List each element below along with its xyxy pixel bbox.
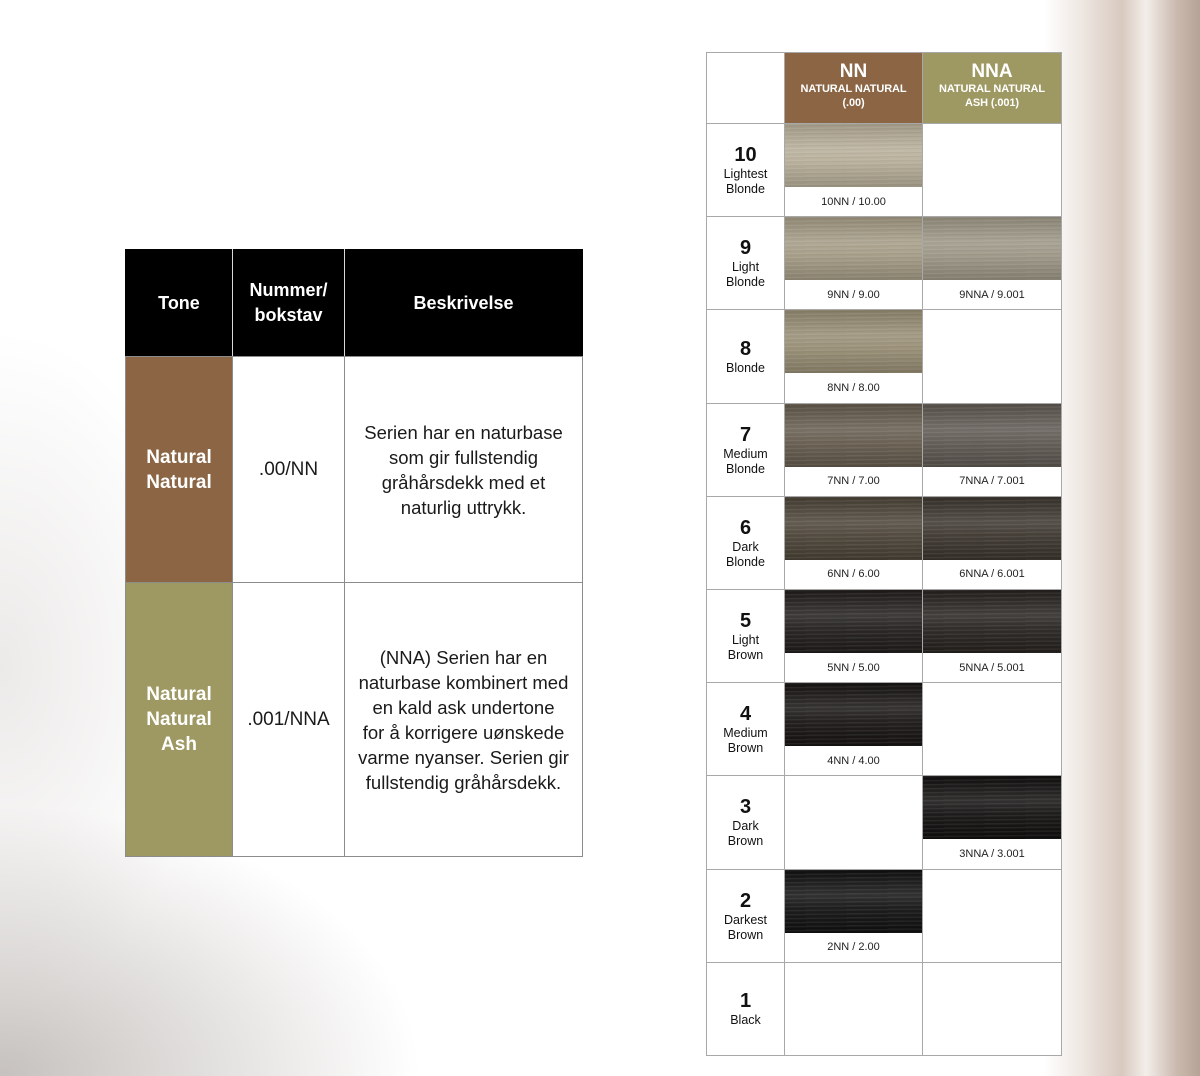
empty-cell-8nna xyxy=(923,310,1061,402)
shade-code-label: 5NN / 5.00 xyxy=(827,661,880,674)
table-row-nn xyxy=(126,357,583,583)
empty-cell-4nna xyxy=(923,683,1061,775)
column-detail: ASH (.001) xyxy=(964,97,1020,109)
chart-corner-cell xyxy=(707,53,784,123)
shade-chart xyxy=(706,52,1062,1056)
shade-code-label: 9NN / 9.00 xyxy=(827,288,880,301)
level-name: Darkest Brown xyxy=(723,912,768,942)
shade-code-label: 2NN / 2.00 xyxy=(827,941,880,954)
shade-cell-6nna xyxy=(923,497,1061,589)
tone-description-table xyxy=(125,249,583,857)
level-number: 7 xyxy=(739,423,752,446)
level-label-5 xyxy=(707,590,784,682)
level-name: Light Brown xyxy=(727,633,764,663)
column-code: NNA xyxy=(971,61,1013,82)
shade-code-label: 7NN / 7.00 xyxy=(827,475,880,488)
level-name: Dark Brown xyxy=(727,819,764,849)
shade-code-label: 10NN / 10.00 xyxy=(821,195,886,208)
column-code: NN xyxy=(839,61,868,82)
level-number: 1 xyxy=(739,990,752,1013)
hair-swatch xyxy=(785,310,922,373)
level-number: 10 xyxy=(734,144,757,167)
hair-swatch xyxy=(785,683,922,746)
shade-code-label: 7NNA / 7.001 xyxy=(959,475,1025,488)
level-label-10 xyxy=(707,124,784,216)
level-number: 5 xyxy=(739,610,752,633)
column-header-nna xyxy=(923,53,1061,123)
level-number: 9 xyxy=(739,237,752,260)
table-header-row xyxy=(126,250,583,357)
header-description: Beskrivelse xyxy=(345,250,583,357)
shade-cell-5nna xyxy=(923,590,1061,682)
column-name: NATURAL NATURAL xyxy=(938,83,1046,95)
shade-cell-2nn xyxy=(785,870,922,962)
level-number: 4 xyxy=(739,703,752,726)
description-nn: Serien har en naturbase som gir fullstendig gråhårsdekk med et naturlig uttrykk. xyxy=(345,357,583,583)
shade-code-label: 3NNA / 3.001 xyxy=(959,847,1025,860)
shade-cell-7nn xyxy=(785,404,922,496)
hair-swatch xyxy=(923,776,1061,839)
empty-cell-1nna xyxy=(923,963,1061,1055)
column-header-nn xyxy=(785,53,922,123)
level-label-2 xyxy=(707,870,784,962)
hair-swatch xyxy=(785,590,922,653)
column-detail: (.00) xyxy=(842,97,865,109)
hair-swatch xyxy=(785,217,922,280)
shade-cell-8nn xyxy=(785,310,922,402)
level-name: Dark Blonde xyxy=(726,539,765,569)
empty-cell-10nna xyxy=(923,124,1061,216)
shade-cell-5nn xyxy=(785,590,922,682)
hair-swatch xyxy=(785,124,922,187)
level-label-6 xyxy=(707,497,784,589)
level-name: Medium Blonde xyxy=(723,446,768,476)
level-number: 6 xyxy=(739,516,752,539)
empty-cell-3nn xyxy=(785,776,922,868)
hair-swatch xyxy=(785,404,922,467)
tone-natural-natural: Natural Natural xyxy=(126,357,233,583)
hair-swatch xyxy=(923,217,1061,280)
hair-swatch xyxy=(785,870,922,933)
level-label-9 xyxy=(707,217,784,309)
shade-code-label: 9NNA / 9.001 xyxy=(959,288,1025,301)
level-label-8 xyxy=(707,310,784,402)
hair-swatch xyxy=(923,590,1061,653)
empty-cell-1nn xyxy=(785,963,922,1055)
header-number: Nummer/ bokstav xyxy=(233,250,345,357)
level-name: Black xyxy=(730,1013,761,1028)
description-nna: (NNA) Serien har en naturbase kombinert med en kald ask undertone for å korrigere uønskede varme nyanser. Serien gir fullstendig gråhårsdekk. xyxy=(345,583,583,857)
shade-cell-3nna xyxy=(923,776,1061,868)
shade-cell-4nn xyxy=(785,683,922,775)
level-label-1 xyxy=(707,963,784,1055)
shade-cell-10nn xyxy=(785,124,922,216)
shade-cell-9nn xyxy=(785,217,922,309)
shade-code-label: 6NN / 6.00 xyxy=(827,568,880,581)
code-nna: .001/NNA xyxy=(233,583,345,857)
level-name: Blonde xyxy=(726,360,765,375)
hair-swatch xyxy=(923,497,1061,560)
hair-swatch xyxy=(785,497,922,560)
level-name: Medium Brown xyxy=(723,726,768,756)
level-number: 2 xyxy=(739,889,752,912)
level-name: Lightest Blonde xyxy=(723,167,768,197)
level-number: 8 xyxy=(739,337,752,360)
column-name: NATURAL NATURAL xyxy=(800,83,907,95)
tone-natural-natural-ash: Natural Natural Ash xyxy=(126,583,233,857)
shade-cell-9nna xyxy=(923,217,1061,309)
level-label-4 xyxy=(707,683,784,775)
level-number: 3 xyxy=(739,796,752,819)
code-nn: .00/NN xyxy=(233,357,345,583)
level-label-3 xyxy=(707,776,784,868)
shade-code-label: 5NNA / 5.001 xyxy=(959,661,1025,674)
shade-cell-7nna xyxy=(923,404,1061,496)
hair-swatch xyxy=(923,404,1061,467)
level-label-7 xyxy=(707,404,784,496)
level-name: Light Blonde xyxy=(726,260,765,290)
table-row-nna xyxy=(126,583,583,857)
header-tone: Tone xyxy=(126,250,233,357)
shade-cell-6nn xyxy=(785,497,922,589)
shade-code-label: 8NN / 8.00 xyxy=(827,381,880,394)
shade-code-label: 6NNA / 6.001 xyxy=(959,568,1025,581)
shade-code-label: 4NN / 4.00 xyxy=(827,754,880,767)
empty-cell-2nna xyxy=(923,870,1061,962)
